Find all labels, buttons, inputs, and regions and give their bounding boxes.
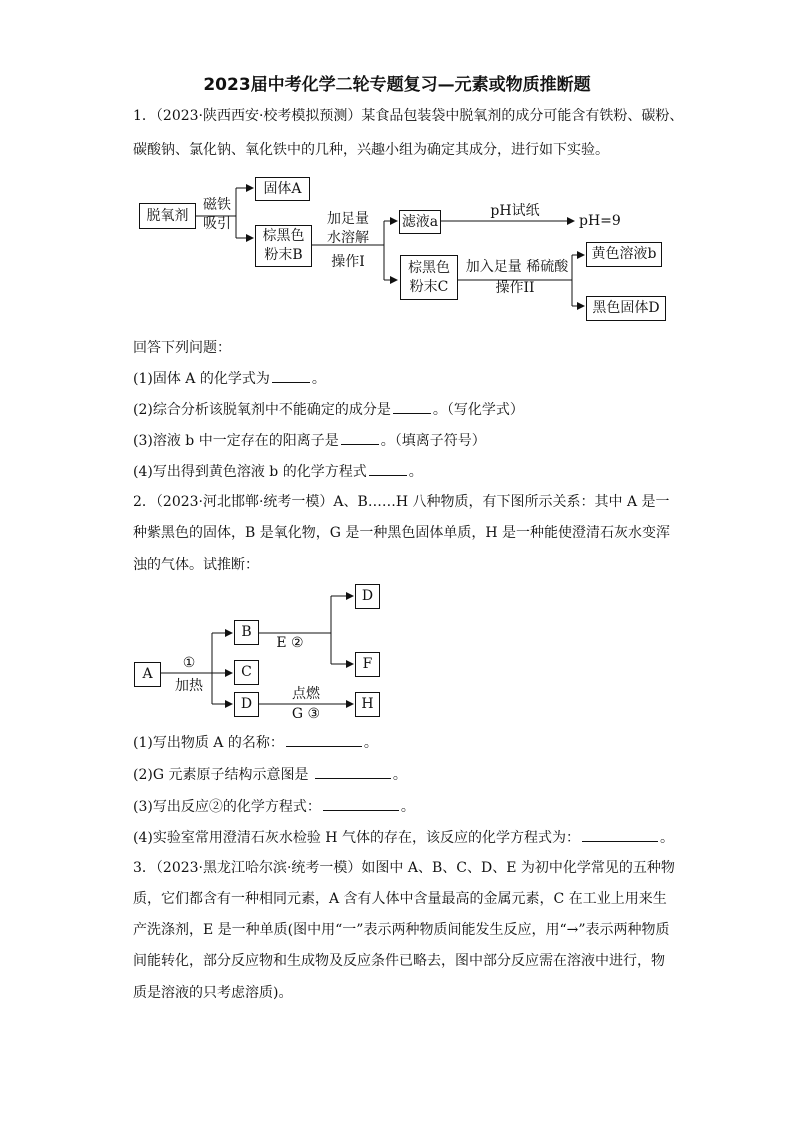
page-title: 2023届中考化学二轮专题复习—元素或物质推断题 bbox=[203, 75, 591, 95]
box-deoxidizer: 脱氧剂 bbox=[139, 203, 196, 229]
q1-part3-text: (3)溶液 b 中一定存在的阳离子是 bbox=[133, 433, 339, 449]
answer-blank[interactable] bbox=[393, 399, 431, 414]
label-g-reaction-3: G ③ bbox=[291, 706, 321, 722]
node-d-top: D bbox=[355, 584, 380, 609]
answer-blank[interactable] bbox=[315, 764, 391, 779]
q2-part4-end: 。 bbox=[659, 830, 674, 846]
label-reaction-1: ① bbox=[182, 655, 196, 671]
powder-c-line2: 粉末C bbox=[409, 278, 449, 295]
q2-part1-text: (1)写出物质 A 的名称： bbox=[133, 735, 284, 751]
label-magnet-1: 磁铁 bbox=[203, 197, 231, 213]
q2-part3-text: (3)写出反应②的化学方程式： bbox=[133, 799, 321, 815]
answer-blank[interactable] bbox=[272, 368, 310, 383]
q1-part4 bbox=[133, 461, 673, 482]
q2-part1 bbox=[133, 732, 673, 753]
node-h: H bbox=[355, 692, 380, 717]
label-e-reaction-2: E ② bbox=[276, 635, 304, 651]
box-filtrate-a: 滤液a bbox=[399, 210, 441, 234]
label-water-1: 加足量 bbox=[327, 211, 369, 227]
q3-line2: 质，它们都含有一种相同元素，A 含有人体中含量最高的金属元素，C 在工业上用来生 bbox=[133, 891, 667, 907]
label-heat: 加热 bbox=[175, 678, 203, 694]
label-ph-value: pH=9 bbox=[579, 213, 621, 229]
q3-line5: 质是溶液的只考虑溶质)。 bbox=[133, 985, 293, 1001]
q1-stem-line1: 1．（2023·陕西西安·校考模拟预测）某食品包装袋中脱氧剂的成分可能含有铁粉、碳粉、 bbox=[133, 108, 684, 124]
q3-line3: 产洗涤剂，E 是一种单质(图中用“一”表示两种物质间能发生反应，用“→”表示两种物质 bbox=[133, 922, 670, 938]
box-yellow-solution-b: 黄色溶液b bbox=[586, 242, 662, 267]
q1-part1 bbox=[133, 368, 673, 389]
box-black-solid-d: 黑色固体D bbox=[586, 296, 666, 321]
label-ignite: 点燃 bbox=[292, 686, 320, 702]
powder-b-line1: 棕黑色 bbox=[262, 228, 305, 244]
q1-part2 bbox=[133, 399, 673, 420]
answer-blank[interactable] bbox=[323, 796, 399, 811]
box-powder-c bbox=[400, 255, 458, 300]
label-magnet-2: 吸引 bbox=[203, 216, 231, 232]
q2-part2-text: (2)G 元素原子结构示意图是 bbox=[133, 767, 313, 783]
node-b: B bbox=[234, 620, 259, 645]
q1-part3 bbox=[133, 430, 673, 451]
label-op2: 操作II bbox=[495, 280, 535, 296]
q1-part2-text: (2)综合分析该脱氧剂中不能确定的成分是 bbox=[133, 402, 391, 418]
powder-b-line2: 粉末B bbox=[264, 247, 303, 263]
powder-c-line1: 棕黑色 bbox=[408, 259, 450, 276]
box-powder-b bbox=[255, 225, 312, 267]
q1-answer-intro: 回答下列问题： bbox=[133, 340, 231, 356]
label-water-2: 水溶解 bbox=[327, 230, 369, 246]
answer-blank[interactable] bbox=[286, 732, 362, 747]
q2-part4-text: (4)实验室常用澄清石灰水检验 H 气体的存在，该反应的化学方程式为： bbox=[133, 830, 580, 846]
q2-stem-line3: 浊的气体。试推断： bbox=[133, 557, 259, 573]
q1-part4-text: (4)写出得到黄色溶液 b 的化学方程式 bbox=[133, 464, 367, 480]
q2-part2 bbox=[133, 764, 673, 785]
q2-part2-end: 。 bbox=[392, 767, 407, 783]
label-op1: 操作I bbox=[331, 254, 365, 270]
q1-part1-text: (1)固体 A 的化学式为 bbox=[133, 371, 270, 387]
q2-stem-line1: 2．（2023·河北邯郸·统考一模）A、B……H 八种物质，有下图所示关系：其中 A 是一 bbox=[133, 494, 670, 510]
node-f: F bbox=[355, 652, 380, 677]
q2-part1-end: 。 bbox=[363, 735, 378, 751]
q1-part2-end: 。（写化学式） bbox=[432, 402, 524, 418]
answer-blank[interactable] bbox=[582, 827, 658, 842]
q2-part4 bbox=[133, 827, 673, 848]
q1-part3-end: 。（填离子符号） bbox=[380, 433, 486, 449]
q1-stem-line2: 碳酸钠、氯化钠、氧化铁中的几种，兴趣小组为确定其成分，进行如下实验。 bbox=[133, 142, 609, 158]
node-a: A bbox=[134, 662, 161, 687]
q2-part3 bbox=[133, 796, 673, 817]
node-d: D bbox=[234, 692, 259, 717]
q2-stem-line2: 种紫黑色的固体，B 是氧化物，G 是一种黑色固体单质，H 是一种能使澄清石灰水变浑 bbox=[133, 525, 671, 541]
node-c: C bbox=[234, 660, 259, 685]
q1-part4-end: 。 bbox=[408, 464, 423, 480]
answer-blank[interactable] bbox=[341, 430, 379, 445]
q2-part3-end: 。 bbox=[400, 799, 415, 815]
q1-part1-end: 。 bbox=[311, 371, 326, 387]
q3-line1: 3．（2023·黑龙江哈尔滨·统考一模）如图中 A、B、C、D、E 为初中化学常见的五种物 bbox=[133, 860, 675, 876]
answer-blank[interactable] bbox=[369, 461, 407, 476]
label-ph-paper: pH试纸 bbox=[490, 203, 540, 219]
box-solid-a: 固体A bbox=[255, 177, 310, 201]
q3-line4: 间能转化，部分反应物和生成物及反应条件已略去，图中部分反应需在溶液中进行，物 bbox=[133, 953, 665, 969]
label-acid: 加入足量 稀硫酸 bbox=[465, 259, 569, 275]
